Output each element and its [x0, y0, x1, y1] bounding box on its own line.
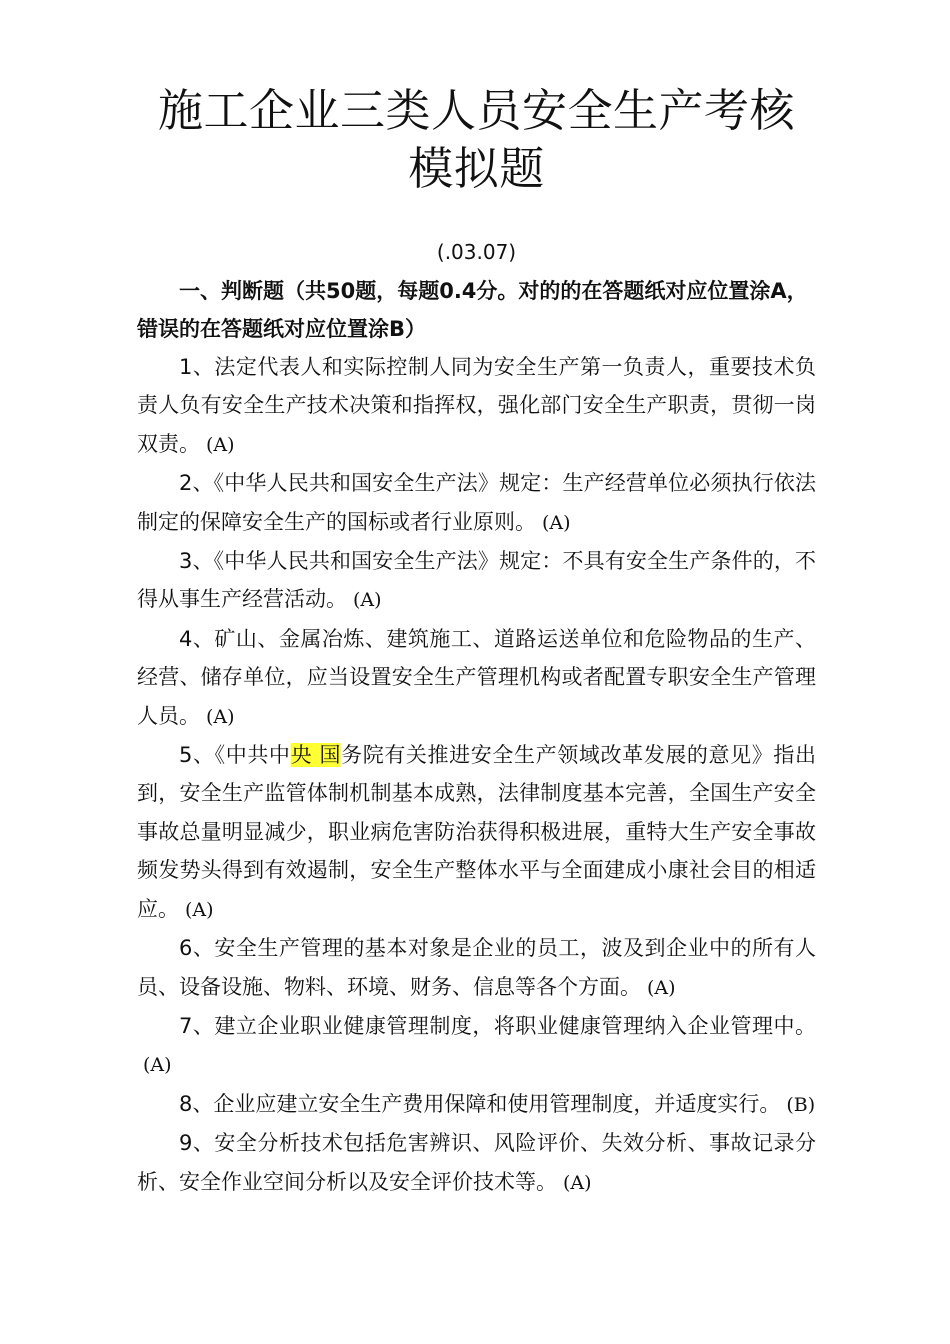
answer-label: (A)	[143, 1054, 172, 1077]
answer-label: (B)	[786, 1093, 816, 1116]
question-7: 7、建立企业职业健康管理制度，将职业健康管理纳入企业管理中。(A)	[143, 1013, 816, 1077]
page-title: 施工企业三类人员安全生产考核模拟题	[157, 84, 795, 195]
answer-label: (A)	[206, 705, 235, 728]
highlighted-text: 央 国	[290, 743, 342, 768]
question-3: 3、《中华人民共和国安全生产法》规定：不具有安全生产条件的，不得从事生产经营活动。 (A)	[137, 549, 816, 612]
question-2: 2、《中华人民共和国安全生产法》规定：生产经营单位必须执行依法制定的保障安全生产的国标或者行业原则。 (A)	[137, 471, 816, 534]
question-1: 1、法定代表人和实际控制人同为安全生产第一负责人，重要技术负责人负有安全生产技术决策和指挥权，强化部门安全生产职责，贯彻一岗双责。 (A)	[137, 355, 816, 456]
answer-label: (A)	[563, 1171, 592, 1194]
question-6: 6、安全生产管理的基本对象是企业的员工，波及到企业中的所有人员、设备设施、物料、环境、财务、信息等各个方面。 (A)	[137, 936, 816, 999]
section-heading: 一、判断题（共50题，每题0.4分。对的的在答题纸对应位置涂A，错误的在答题纸对应位置涂B）	[137, 279, 808, 341]
question-8: 8、企业应建立安全生产费用保障和使用管理制度，并适度实行。 (B)	[179, 1091, 816, 1116]
document-date: (.03.07)	[436, 240, 517, 264]
answer-label: (A)	[647, 976, 676, 999]
answer-label: (A)	[185, 898, 214, 921]
question-5: 5、《中共中央 国务院有关推进安全生产领域改革发展的意见》指出到，安全生产监管体制机制基本成熟，法律制度基本完善，全国生产安全事故总量明显减少，职业病危害防治获得积极进展，重特大生产安全事故频发势头得到有效遏制，安全生产整体水平与全面建成小康社会目的相适应。 (A)	[137, 743, 816, 921]
answer-label: (A)	[353, 589, 382, 612]
answer-label: (A)	[542, 511, 571, 534]
question-4: 4、矿山、金属冶炼、建筑施工、道路运送单位和危险物品的生产、经营、储存单位，应当设置安全生产管理机构或者配置专职安全生产管理人员。 (A)	[137, 626, 816, 728]
question-9: 9、安全分析技术包括危害辨识、风险评价、失效分析、事故记录分析、安全作业空间分析以及安全评价技术等。 (A)	[137, 1131, 816, 1194]
answer-label: (A)	[206, 433, 235, 456]
